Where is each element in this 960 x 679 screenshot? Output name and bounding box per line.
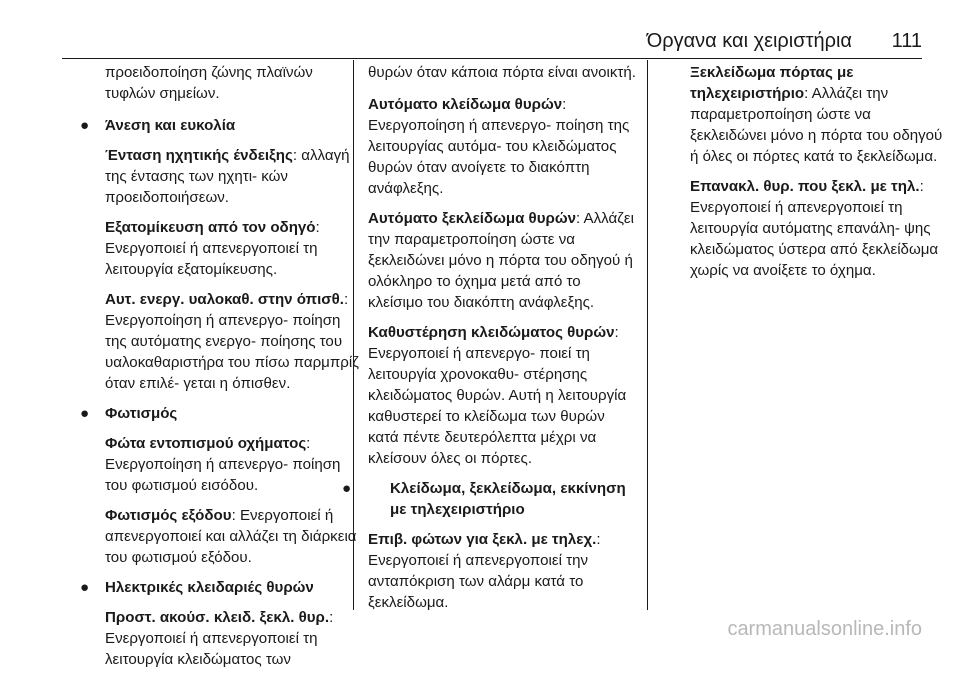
setting-term: Φώτα εντοπισμού οχήματος [105, 435, 307, 452]
bullet-item [75, 577, 360, 598]
setting-description: : Ενεργοποιεί ή απενεργοποιεί τη λειτουργία κλειδώματος των [105, 609, 334, 668]
header-title: Όργανα και χειριστήρια [646, 30, 852, 52]
setting-entry [368, 529, 638, 613]
bullet-item [75, 403, 360, 424]
setting-description: : Ενεργοποίηση ή απενεργο‐ ποίηση της αυτόματης ενεργο‐ ποίησης του υαλοκαθαριστήρα του πίσω παρμπρίζ όταν επιλέ‐ γεται η όπισθεν. [105, 291, 359, 392]
setting-entry [368, 322, 638, 469]
page-header [0, 0, 960, 60]
setting-term: Ξεκλείδωμα πόρτας με τηλεχειριστήριο [690, 64, 854, 102]
bullet-dot: ● [342, 480, 352, 497]
setting-term: Επιβ. φώτων για ξεκλ. με τηλεχ. [368, 531, 597, 548]
setting-term: Επανακλ. θυρ. που ξεκλ. με τηλ. [690, 178, 920, 195]
bullet-dot: ● [80, 405, 90, 422]
setting-entry [75, 607, 360, 670]
setting-entry [75, 433, 360, 496]
setting-term: Καθυστέρηση κλειδώματος θυρών [368, 324, 615, 341]
column-divider-2 [647, 60, 648, 610]
setting-description: : Ενεργοποιεί ή απενεργοποιεί και αλλάζει τη διάρκεια του φωτισμού εξόδου. [105, 507, 357, 566]
setting-description: : Αλλάζει την παραμετροποίηση ώστε να ξεκλειδώνει μόνο η πόρτα του οδηγού ή όλες οι πόρτες κατά το ξεκλείδωμα. [690, 85, 943, 165]
bullet-heading: Ηλεκτρικές κλειδαριές θυρών [105, 579, 314, 596]
column-3 [690, 62, 950, 290]
setting-description: : Ενεργοποίηση ή απενεργο‐ ποίηση της λειτουργίας αυτόμα‐ του κλειδώματος θυρών όταν ανοίγετε το διακόπτη ανάφλεξης. [368, 96, 630, 197]
setting-description: : Ενεργοποιεί ή απενεργοποιεί τη λειτουργία εξατομίκευσης. [105, 219, 320, 278]
setting-term: Αυτόματο κλείδωμα θυρών [368, 96, 563, 113]
paragraph: θυρών όταν κάποια πόρτα είναι ανοικτή. [368, 64, 636, 81]
setting-term: Φωτισμός εξόδου [105, 507, 232, 524]
setting-term: Εξατομίκευση από τον οδηγό [105, 219, 316, 236]
setting-entry [690, 176, 950, 281]
bullet-heading: Κλείδωμα, ξεκλείδωμα, εκκίνηση με τηλεχειριστήριο [390, 480, 626, 518]
setting-entry [690, 62, 950, 167]
setting-term: Προστ. ακούσ. κλειδ. ξεκλ. θυρ. [105, 609, 330, 626]
setting-entry [75, 289, 360, 394]
column-1 [75, 62, 360, 679]
setting-entry [75, 145, 360, 208]
setting-description: : Ενεργοποίηση ή απενεργο‐ ποίηση του φωτισμού εισόδου. [105, 435, 341, 494]
bullet-heading: Άνεση και ευκολία [105, 117, 236, 134]
setting-entry [368, 208, 638, 313]
setting-entry [75, 217, 360, 280]
bullet-heading: Φωτισμός [105, 405, 178, 422]
setting-description: : Ενεργοποιεί ή απενεργοποιεί την ανταπόκριση των αλάρμ κατά το ξεκλείδωμα. [368, 531, 601, 611]
page-number: 111 [891, 30, 922, 52]
paragraph: προειδοποίηση ζώνης πλαϊνών τυφλών σημείων. [105, 64, 313, 102]
bullet-dot: ● [80, 117, 90, 134]
bullet-item [75, 115, 360, 136]
setting-entry [75, 505, 360, 568]
column-2 [342, 62, 638, 622]
setting-description: : αλλαγή της έντασης των ηχητι‐ κών προειδοποιήσεων. [105, 147, 350, 206]
setting-description: : Ενεργοποιεί ή απενεργοποιεί τη λειτουργία αυτόματης επανάλη‐ ψης κλειδώματος ύστερα από ξεκλείδωμα χωρίς να ανοίξετε το όχημα. [690, 178, 939, 279]
bullet-item [342, 478, 638, 520]
setting-term: Αυτ. ενεργ. υαλοκαθ. στην όπισθ. [105, 291, 344, 308]
bullet-dot: ● [80, 579, 90, 596]
setting-description: : Αλλάζει την παραμετροποίηση ώστε να ξεκλειδώνει μόνο η πόρτα του οδηγού ή ολόκληρο το όχημα μετά από το κλείσιμο του διακόπτη ανάφλεξης. [368, 210, 634, 311]
setting-description: : Ενεργοποιεί ή απενεργο‐ ποιεί τη λειτουργία χρονοκαθυ‐ στέρησης κλειδώματος θυρών. Αυτή η λειτουργία καθυστερεί το κλείδωμα των θυρών κατά πέντε δευτερόλεπτα μέχρι να κλείσουν όλες οι πόρτες. [368, 324, 627, 467]
watermark: carmanualsonline.info [727, 618, 922, 640]
setting-term: Αυτόματο ξεκλείδωμα θυρών [368, 210, 576, 227]
setting-term: Ένταση ηχητικής ένδειξης [105, 147, 293, 164]
setting-entry [368, 94, 638, 199]
header-rule [62, 58, 922, 59]
